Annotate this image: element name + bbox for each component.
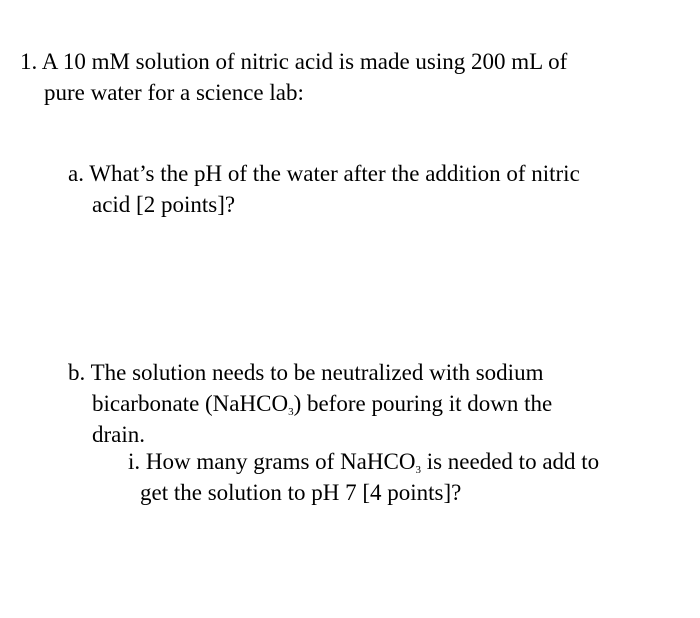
question-1a — [68, 158, 668, 220]
question-1b-i-line-2: get the solution to pH 7 [4 points]? — [140, 480, 462, 505]
question-1b-i-line-1 — [128, 446, 688, 477]
question-1b-line-1: b. The solution needs to be neutralized with sodium — [68, 360, 544, 385]
question-1b-i-line-1-text: i. How many grams of NaHCO — [128, 449, 416, 474]
question-1b-line-2-text: bicarbonate (NaHCO — [92, 391, 289, 416]
question-1b — [68, 357, 668, 450]
question-1 — [20, 46, 660, 108]
question-1-line-2: pure water for a science lab: — [44, 80, 304, 105]
question-1b-line-3: drain. — [92, 422, 146, 447]
question-1b-i-line-1-text-end: is needed to add to — [420, 449, 600, 474]
question-1b-line-2 — [68, 388, 668, 419]
question-1a-line-1: a. What’s the pH of the water after the addition of nitric — [68, 161, 580, 186]
subscript-3: 3 — [415, 464, 421, 476]
question-1b-line-2-text-end: ) before pouring it down the — [293, 391, 553, 416]
question-1a-line-2: acid [2 points]? — [92, 192, 236, 217]
question-1-line-1: 1. A 10 mM solution of nitric acid is made using 200 mL of — [20, 49, 568, 74]
subscript-3: 3 — [288, 406, 294, 418]
question-1b-i — [128, 446, 688, 508]
